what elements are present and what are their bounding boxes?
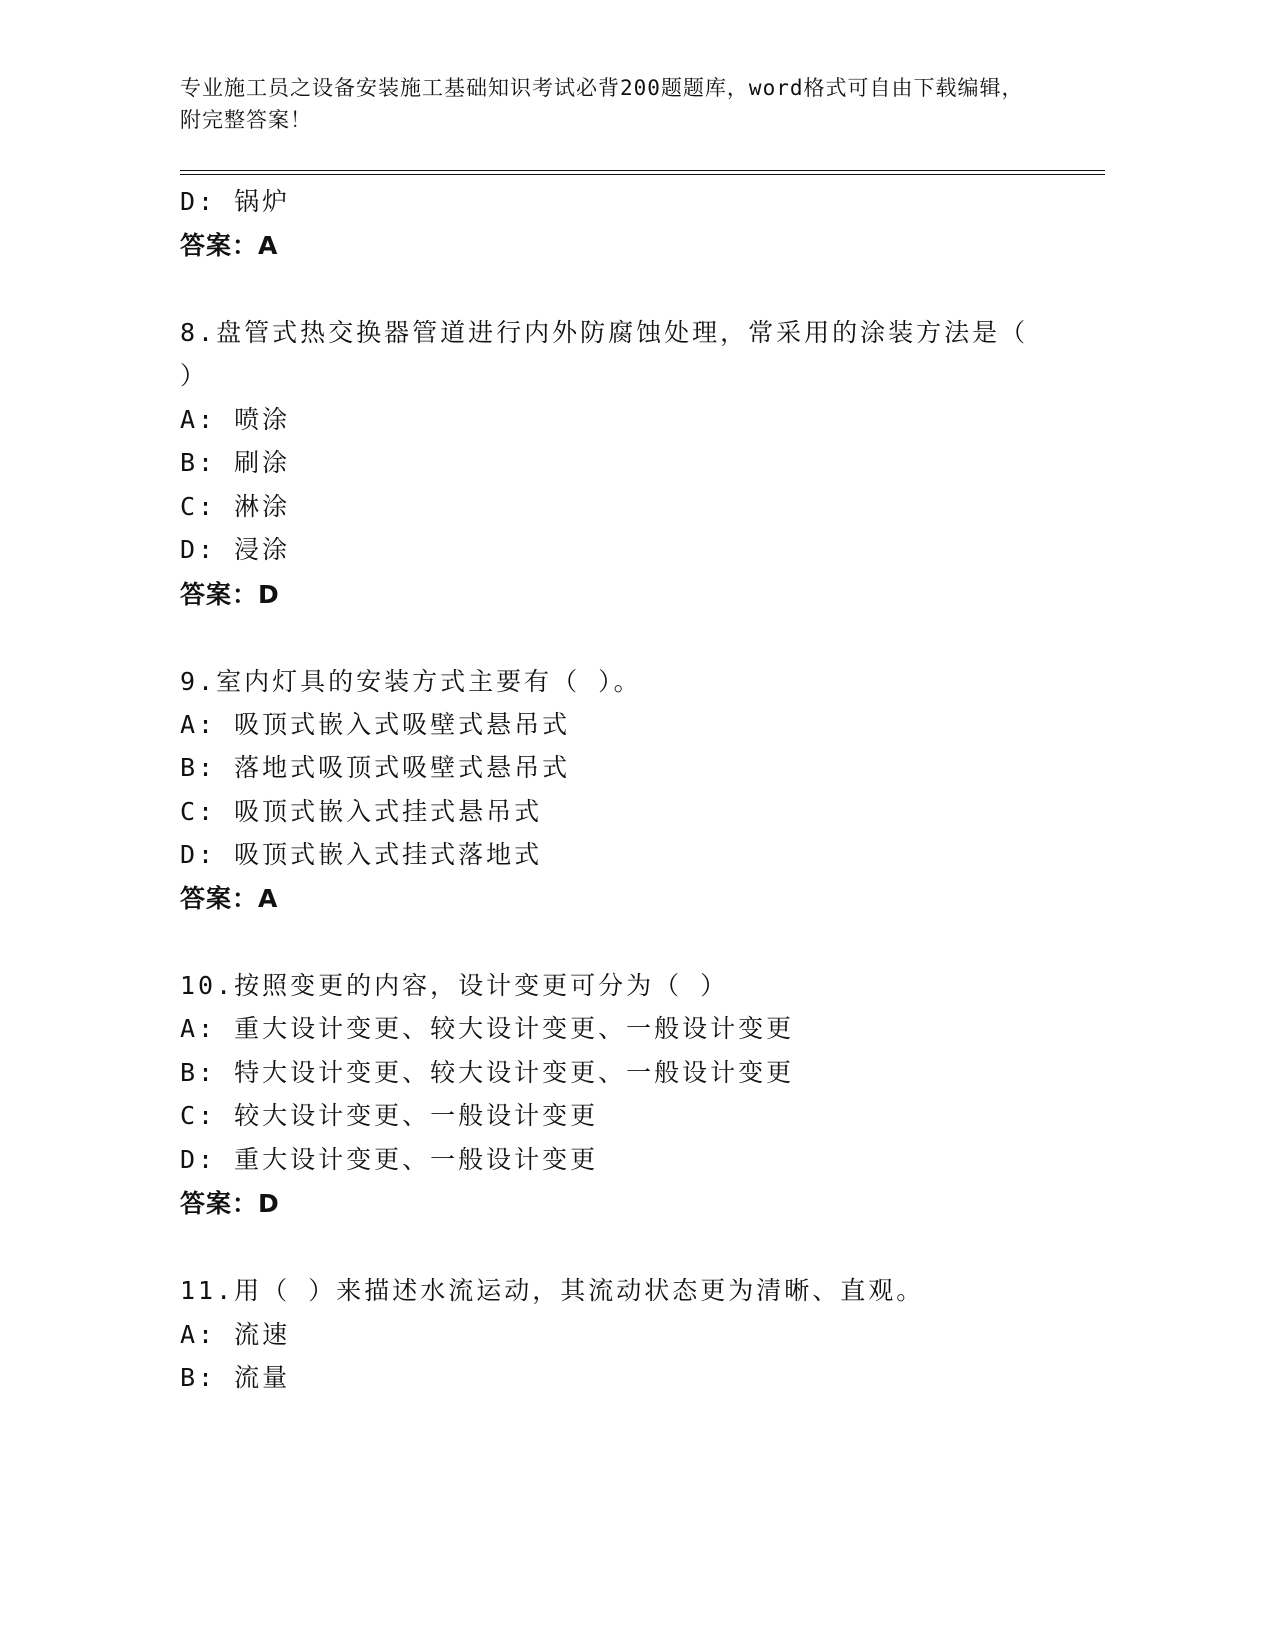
document-title: 专业施工员之设备安装施工基础知识考试必背200题题库，word格式可自由下载编辑，附完整答案！ bbox=[180, 76, 1024, 132]
q8-option-d: D: 浸涂 bbox=[180, 535, 291, 564]
q8-stem-line1: 8.盘管式热交换器管道进行内外防腐蚀处理，常采用的涂装方法是（ bbox=[180, 318, 1029, 347]
q8-option-b: B: 刷涂 bbox=[180, 448, 291, 477]
q8-option-c: C: 淋涂 bbox=[180, 492, 291, 521]
q9-option-d: D: 吸顶式嵌入式挂式落地式 bbox=[180, 840, 543, 869]
q9-stem: 9.室内灯具的安装方式主要有（ ）。 bbox=[180, 667, 642, 696]
q8-option-a: A: 喷涂 bbox=[180, 405, 291, 434]
q10-option-c: C: 较大设计变更、一般设计变更 bbox=[180, 1101, 599, 1130]
q9-option-a: A: 吸顶式嵌入式吸壁式悬吊式 bbox=[180, 710, 571, 739]
q9-option-c: C: 吸顶式嵌入式挂式悬吊式 bbox=[180, 797, 543, 826]
header-divider-top bbox=[180, 170, 1105, 171]
page-header bbox=[180, 72, 1040, 136]
prev-answer: 答案：A bbox=[180, 231, 279, 260]
q8-stem-line2: ） bbox=[180, 361, 209, 390]
q11-option-a: A: 流速 bbox=[180, 1320, 291, 1349]
q11-stem: 11.用（ ）来描述水流运动，其流动状态更为清晰、直观。 bbox=[180, 1276, 925, 1305]
q10-option-b: B: 特大设计变更、较大设计变更、一般设计变更 bbox=[180, 1058, 795, 1087]
q8-answer: 答案：D bbox=[180, 580, 280, 609]
q10-option-a: A: 重大设计变更、较大设计变更、一般设计变更 bbox=[180, 1014, 795, 1043]
q10-answer: 答案：D bbox=[180, 1189, 280, 1218]
q9-option-b: B: 落地式吸顶式吸壁式悬吊式 bbox=[180, 753, 571, 782]
q11-option-b: B: 流量 bbox=[180, 1363, 291, 1392]
q10-stem: 10.按照变更的内容，设计变更可分为（ ） bbox=[180, 971, 729, 1000]
header-divider-bottom bbox=[180, 174, 1105, 175]
q9-answer: 答案：A bbox=[180, 884, 279, 913]
q10-option-d: D: 重大设计变更、一般设计变更 bbox=[180, 1145, 599, 1174]
prev-option-d: D: 锅炉 bbox=[180, 187, 291, 216]
